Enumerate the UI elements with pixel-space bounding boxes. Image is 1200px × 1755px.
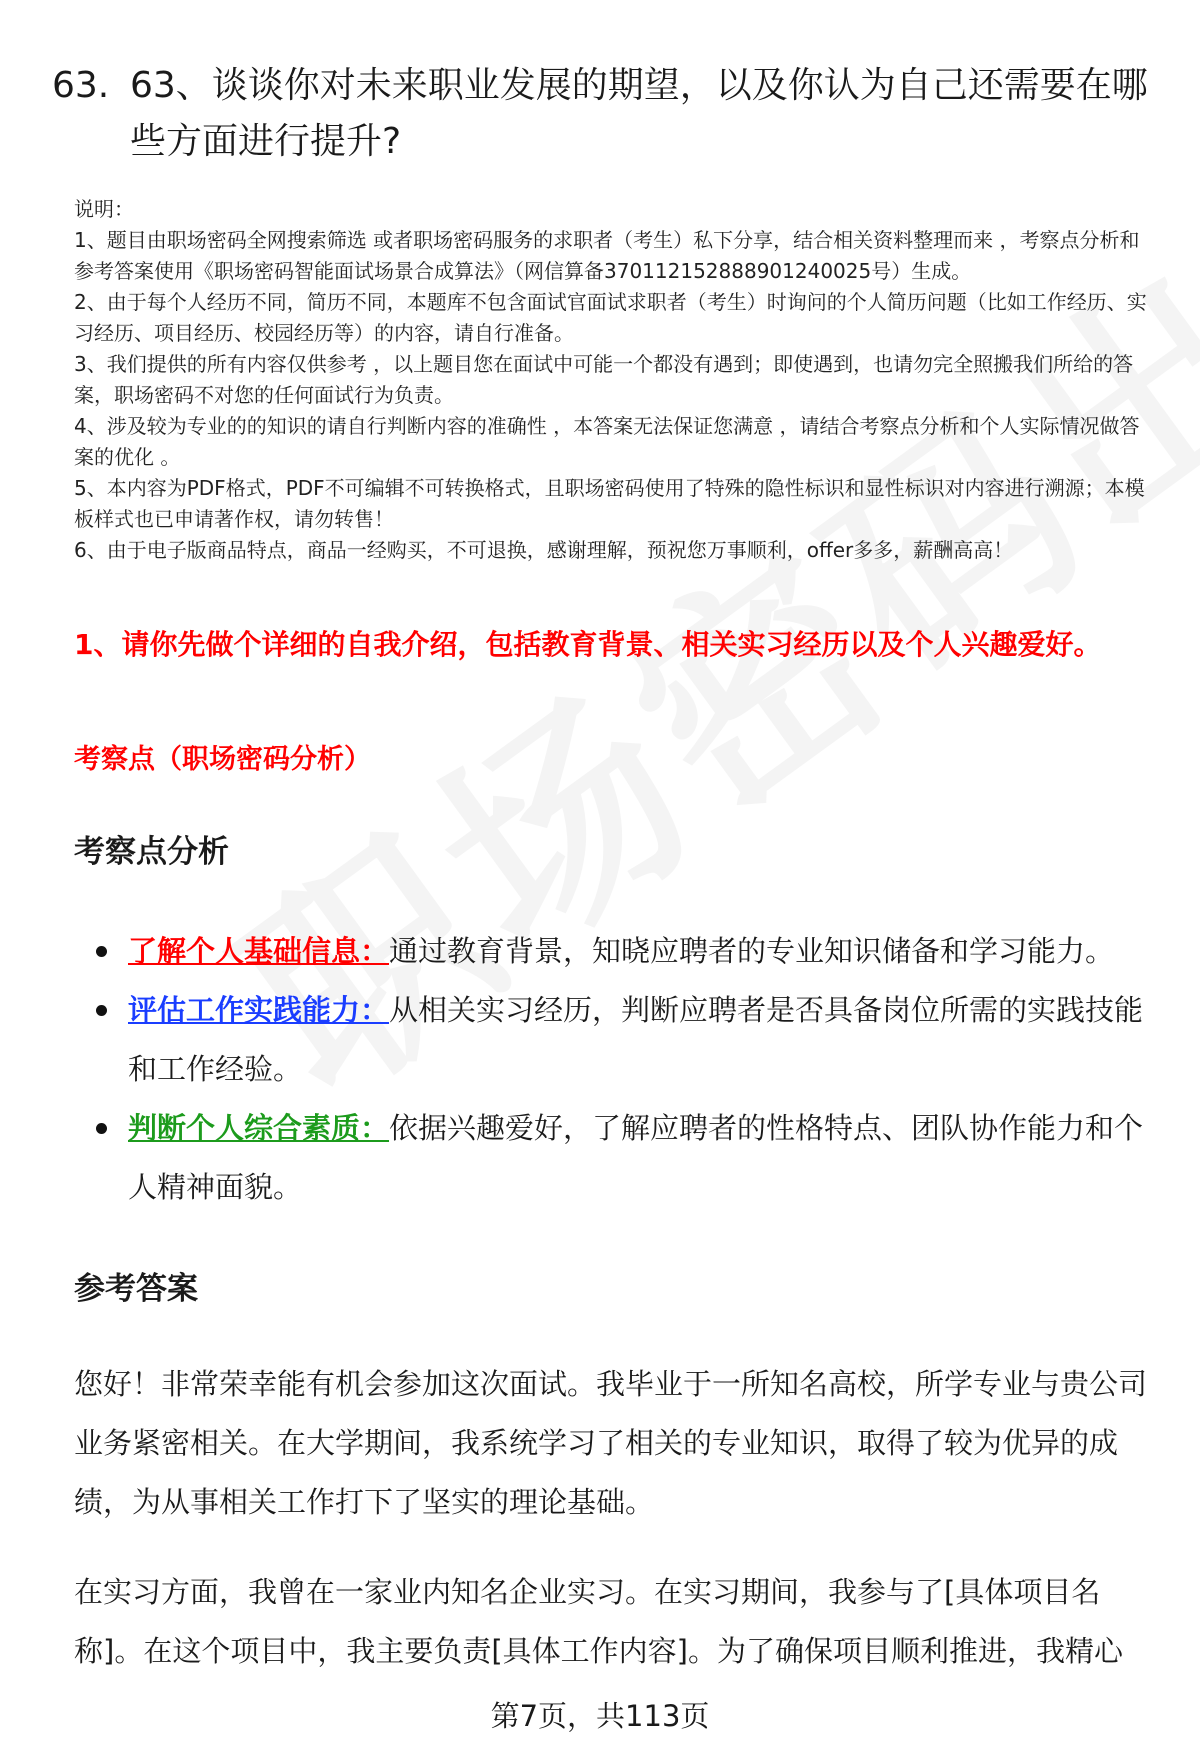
- point-text: 通过教育背景，知晓应聘者的专业知识储备和学习能力。: [389, 934, 1115, 968]
- answer-body: [74, 1355, 1154, 1712]
- analysis-point: [96, 922, 1156, 981]
- point-keyword: 判断个人综合素质：: [128, 1111, 390, 1145]
- answer-heading: 参考答案: [74, 1271, 198, 1307]
- bullet-icon: [96, 1005, 107, 1016]
- question-number: 63.: [52, 65, 110, 106]
- notes-item: 5、本内容为PDF格式，PDF不可编辑不可转换格式，且职场密码使用了特殊的隐性标识和显性标识对内容进行溯源；本模板样式也已申请著作权，请勿转售！: [74, 476, 1145, 531]
- point-text: 依据兴趣爱好，了解应聘者的性格特点、团队协作能力和个人精神面貌。: [128, 1111, 1144, 1204]
- answer-paragraph: 您好！非常荣幸能有机会参加这次面试。我毕业于一所知名高校，所学专业与贵公司业务紧密相关。在大学期间，我系统学习了相关的专业知识，取得了较为优异的成绩，为从事相关工作打下了坚实的理论基础。: [74, 1367, 1148, 1519]
- analysis-heading: 考察点分析: [74, 834, 229, 870]
- point-keyword: 了解个人基础信息：: [128, 934, 390, 968]
- point-text: 从相关实习经历，判断应聘者是否具备岗位所需的实践技能和工作经验。: [128, 993, 1144, 1086]
- notes-item: 4、涉及较为专业的的知识的请自行判断内容的准确性 ，本答案无法保证您满意 ，请结合考察点分析和个人实际情况做答案的优化 。: [74, 414, 1140, 469]
- notes-item: 2、由于每个人经历不同，简历不同，本题库不包含面试官面试求职者（考生）时询问的个人简历问题（比如工作经历、实习经历、项目经历、校园经历等）的内容，请自行准备。: [74, 290, 1147, 345]
- analysis-point: [96, 981, 1156, 1099]
- notes-item: 1、题目由职场密码全网搜索筛选 或者职场密码服务的求职者（考生）私下分享，结合相关资料整理而来 ，考察点分析和参考答案使用《职场密码智能面试场景合成算法》（网信算备370112152888901240025号）生成。: [74, 228, 1140, 283]
- bullet-icon: [96, 1123, 107, 1134]
- notes-item: 3、我们提供的所有内容仅供参考 ，以上题目您在面试中可能一个都没有遇到；即使遇到，也请勿完全照搬我们所给的答案，职场密码不对您的任何面试行为负责。: [74, 352, 1134, 407]
- answer-paragraph: 在实习方面，我曾在一家业内知名企业实习。在实习期间，我参与了[具体项目名称]。在这个项目中，我主要负责[具体工作内容]。为了确保项目顺利推进，我精心: [74, 1575, 1123, 1668]
- notes-item: 6、由于电子版商品特点，商品一经购买，不可退换，感谢理解，预祝您万事顺利，offer多多，薪酬高高！: [74, 538, 1014, 562]
- question-text: 63、谈谈你对未来职业发展的期望，以及你认为自己还需要在哪些方面进行提升?: [130, 65, 1148, 162]
- analysis-points: [96, 922, 1156, 1217]
- bullet-icon: [96, 946, 107, 957]
- analysis-label: 考察点（职场密码分析）: [74, 744, 371, 775]
- notes-heading: 说明：: [74, 197, 134, 221]
- analysis-point: [96, 1099, 1156, 1217]
- page-number: 第7页，共113页: [490, 1699, 710, 1733]
- point-keyword: 评估工作实践能力：: [128, 993, 390, 1027]
- notes-section: [74, 194, 1154, 566]
- question-title: [52, 58, 1162, 170]
- sub-question: 1、请你先做个详细的自我介绍，包括教育背景、相关实习经历以及个人兴趣爱好。: [74, 628, 1102, 661]
